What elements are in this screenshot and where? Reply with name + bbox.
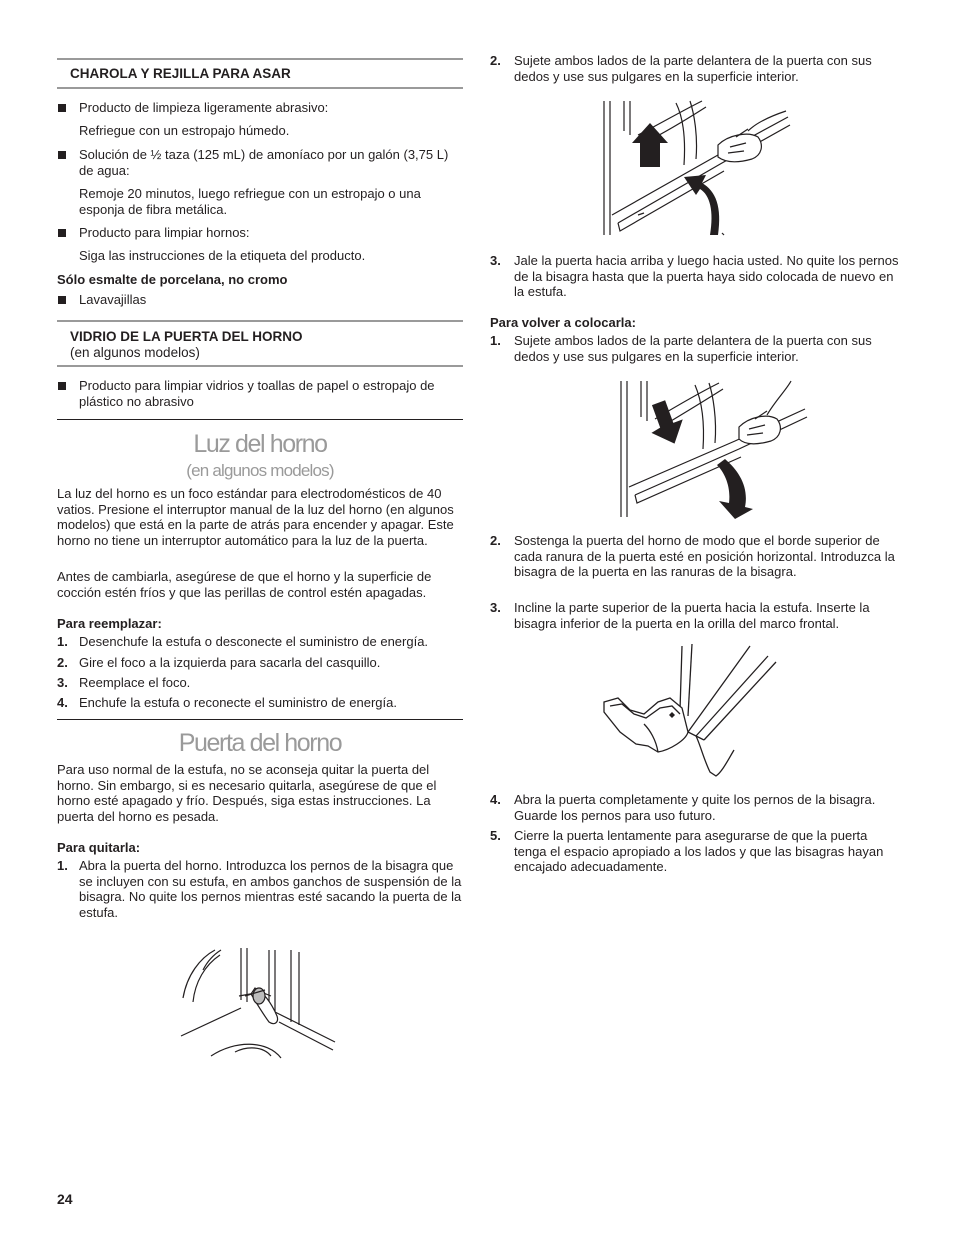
bullet-square-icon [58, 229, 66, 237]
step-item: 5. Cierre la puerta lentamente para asegurarse de que la puerta tenga el espacio apropiado a los lados y que las bisagras hayan encajado adecuadamente. [490, 828, 884, 874]
bullet-square-icon [58, 104, 66, 112]
door-removal-illustration [598, 95, 793, 240]
list-item: Solución de ½ taza (125 mL) de amoníaco por un galón (3,75 L) de agua: [57, 147, 463, 178]
subheading-volver-a-colocarla: Para volver a colocarla: [490, 315, 636, 330]
section-title-charola: CHAROLA Y REJILLA PARA ASAR [70, 66, 291, 81]
list-item: Producto de limpieza ligeramente abrasivo: [57, 100, 463, 116]
subheading-luz: (en algunos modelos) [186, 461, 334, 480]
step-item: 4. Abra la puerta completamente y quite los pernos de la bisagra. Guarde los pernos para uso futuro. [490, 792, 876, 823]
bullet-square-icon [58, 296, 66, 304]
section-title-vidrio: VIDRIO DE LA PUERTA DEL HORNO [70, 329, 303, 344]
list-item-note: Siga las instrucciones de la etiqueta del producto. [79, 248, 366, 263]
page-number: 24 [57, 1191, 73, 1207]
hinge-pin-illustration [175, 940, 345, 1065]
list-item-note: Remoje 20 minutos, luego refriegue con un estropajo o una esponja de fibra metálica. [79, 186, 421, 217]
paragraph-puerta-1: Para uso normal de la estufa, no se aconseja quitar la puerta del horno. Sin embargo, si es necesario quitarla, asegúrese de que el horno esté apagado y frío. Después, siga estas instrucciones. La puerta del horno es pesada. [57, 762, 437, 824]
divider [57, 719, 463, 720]
paragraph-luz-2: Antes de cambiarla, asegúrese de que el horno y la superficie de cocción estén fríos y que las perillas de control estén apagadas. [57, 569, 432, 600]
step-item: 4. Enchufe la estufa o reconecte el suministro de energía. [57, 695, 397, 710]
section-header-charola [57, 58, 463, 89]
step-item: 2. Sujete ambos lados de la parte delantera de la puerta con sus dedos y use sus pulgares en la superficie interior. [490, 53, 872, 84]
subheading-porcelana: Sólo esmalte de porcelana, no cromo [57, 272, 288, 287]
divider [57, 419, 463, 420]
paragraph-luz-1: La luz del horno es un foco estándar para electrodomésticos de 40 vatios. Presione el interruptor manual de la luz del horno (en algunos modelos) que está en la parte de atrás para encender y apagar. Este horno no tiene un interruptor automático para la luz de la puerta. [57, 486, 454, 548]
list-item: Producto para limpiar hornos: [57, 225, 463, 241]
step-item: 3. Jale la puerta hacia arriba y luego hacia usted. No quite los pernos de la bisagra hasta que la puerta haya sido colocada de nuevo en la estufa. [490, 253, 899, 299]
hinge-insertion-illustration [600, 640, 780, 780]
bullet-square-icon [58, 151, 66, 159]
step-item: 2. Gire el foco a la izquierda para sacarla del casquillo. [57, 655, 381, 670]
step-item: 3. Reemplace el foco. [57, 675, 191, 690]
section-subtitle-vidrio: (en algunos modelos) [70, 344, 200, 360]
heading-luz-del-horno: Luz del horno [193, 430, 327, 458]
subheading-quitarla: Para quitarla: [57, 840, 141, 855]
list-item: Producto para limpiar vidrios y toallas de papel o estropajo de plástico no abrasivo [57, 378, 463, 409]
step-item: 1. Sujete ambos lados de la parte delantera de la puerta con sus dedos y use sus pulgares en la superficie interior. [490, 333, 872, 364]
step-item: 1. Abra la puerta del horno. Introduzca los pernos de la bisagra que se incluyen con su estufa, en ambos ganchos de suspensión de la bisagra. No quite los pernos mientras esté sacando la puerta de la estufa. [57, 858, 462, 920]
door-replacement-illustration [615, 375, 810, 520]
step-item: 1. Desenchufe la estufa o desconecte el suministro de energía. [57, 634, 429, 649]
subheading-reemplazar: Para reemplazar: [57, 616, 162, 631]
list-item: Lavavajillas [57, 292, 463, 308]
step-item: 3. Incline la parte superior de la puerta hacia la estufa. Inserte la bisagra inferior de la puerta en la orilla del marco frontal. [490, 600, 870, 631]
heading-puerta-del-horno: Puerta del horno [178, 729, 342, 757]
list-item-note: Refriegue con un estropajo húmedo. [79, 123, 290, 138]
bullet-square-icon [58, 382, 66, 390]
step-item: 2. Sostenga la puerta del horno de modo que el borde superior de cada ranura de la puerta esté en posición horizontal. Introduzca la bisagra de la puerta en las ranuras de la bisagra. [490, 533, 895, 579]
section-header-vidrio [57, 320, 463, 367]
